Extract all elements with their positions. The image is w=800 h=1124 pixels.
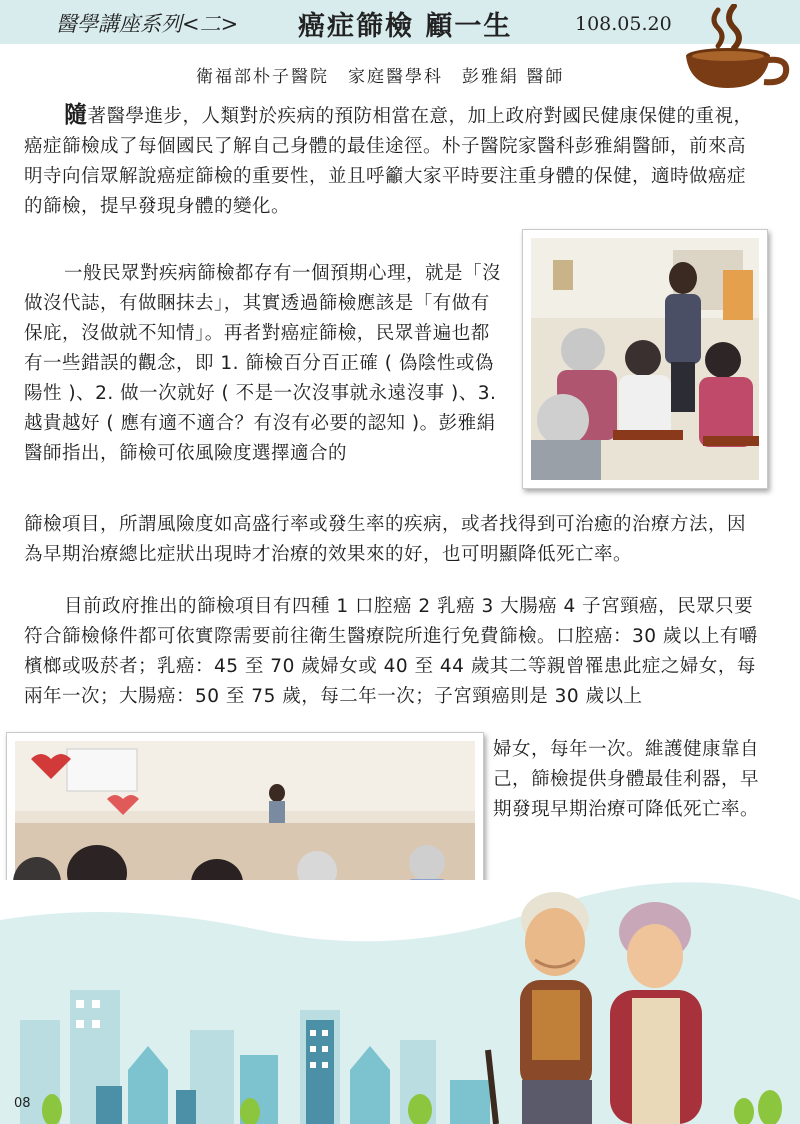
paragraph-intro (24, 100, 764, 222)
article-title: 癌症篩檢 顧一生 (298, 11, 513, 42)
article-date: 108.05.20 (575, 13, 672, 35)
series-title: 醫學講座系列<二> (56, 12, 239, 36)
author-byline: 衛福部朴子醫院 家庭醫學科 彭雅絹 醫師 (196, 67, 565, 87)
footer-city-illustration (0, 880, 800, 1124)
photo-speaker-image (523, 230, 767, 488)
coffee-cup-icon (678, 4, 794, 92)
paragraph-intro-text: 著醫學進步，人類對於疾病的預防相當在意，加上政府對國民健康保健的重視，癌症篩檢成了每個國民了解自己身體的最佳途徑。朴子醫院家醫科彭雅絹醫師，前來高明寺向信眾解說癌症篩檢的重要性，並且呼籲大家平時要注重身體的保健，適時做癌症的篩檢，提早發現身體的變化。 (24, 106, 753, 217)
paragraph-misconceptions-cont: 篩檢項目，所謂風險度如高盛行率或發生率的疾病，或者找得到可治癒的治療方法，因為早期治療總比症狀出現時才治療的效果來的好，也可明顯降低死亡率。 (24, 514, 747, 565)
paragraph-screening-items-cont: 婦女，每年一次。維護健康靠自己，篩檢提供身體最佳利器，早期發現早期治療可降低死亡率。 (493, 739, 760, 820)
paragraph-screening-items: 目前政府推出的篩檢項目有四種 1 口腔癌 2 乳癌 3 大腸癌 4 子宮頸癌，民眾只要符合篩檢條件都可依實際需要前往衛生醫療院所進行免費篩檢。口腔癌：30 歲以上有嚼檳榔或吸菸者；乳癌：45 至 70 歲婦女或 40 至 44 歲其二等親曾罹患此症之婦女，每兩年一次；大腸癌：50 至 75 歲，每二年一次；子宮頸癌則是 30 歲以上 (24, 596, 758, 707)
paragraph-misconceptions: 一般民眾對疾病篩檢都存有一個預期心理，就是「沒做沒代誌，有做睏抹去」，其實透過篩檢應該是「有做有保庇，沒做就不知情」。再者對癌症篩檢，民眾普遍也都有一些錯誤的觀念，即 1. 篩檢百分百正確 ( 偽陰性或偽陽性 )、2. 做一次就好 ( 不是一次沒事就永遠沒事 )、3. 越貴越好 ( 應有適不適合？有沒有必要的認知 )。彭雅絹醫師指出，篩檢可依風險度選擇適合的 (24, 263, 502, 464)
drop-cap: 隨 (64, 102, 88, 128)
page-number: 08 (14, 1096, 31, 1111)
photo-speaker (522, 229, 768, 489)
